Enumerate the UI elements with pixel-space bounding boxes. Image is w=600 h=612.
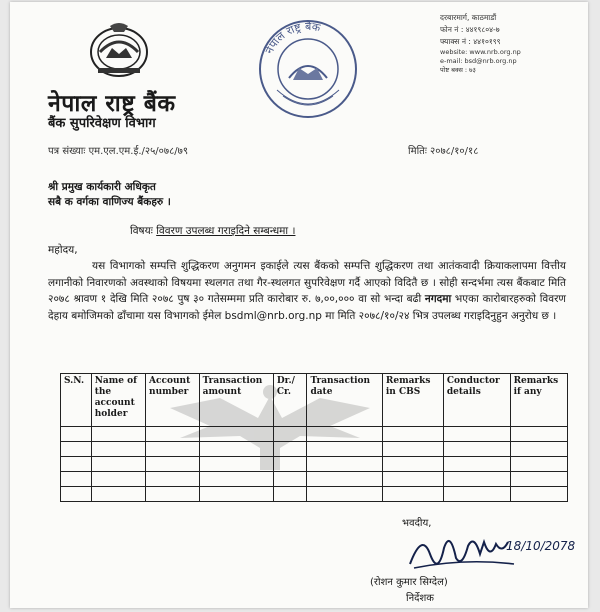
bank-name: नेपाल राष्ट्र बैंक <box>48 91 176 117</box>
table-cell <box>199 442 273 457</box>
table-cell <box>91 457 145 472</box>
salutation: महोदय, <box>48 244 78 256</box>
signer-name: (रोशन कुमार सिग्देल) <box>370 577 448 588</box>
email: e-mail: bsd@nrb.org.np <box>440 57 517 65</box>
table-cell <box>510 487 567 502</box>
table-cell <box>91 442 145 457</box>
handwritten-signature <box>404 524 576 576</box>
website: website: www.nrb.org.np <box>440 48 521 56</box>
table-cell <box>146 487 200 502</box>
column-header: Remarks if any <box>510 374 567 427</box>
table-cell <box>443 472 510 487</box>
table-cell <box>443 457 510 472</box>
subject-label: विषयः <box>130 225 153 237</box>
body-part-2: भएका कारोबारहरुको विवरण देहाय बमोजिमको ढाँचामा यस विभागको ईमेल bsdml@nrb.org.np मा मिति २०७८/१०/२४ भित्र उपलब्ध गराइदिनुहुन अनुरोध छ । <box>48 293 566 322</box>
table-cell <box>382 427 443 442</box>
reference-number: पत्र संख्याः एम.एल.एम.ई./२५/०७८/७९ <box>48 146 189 157</box>
table-cell <box>146 457 200 472</box>
column-header: S.N. <box>61 374 92 427</box>
table-cell <box>443 427 510 442</box>
table-cell <box>273 487 307 502</box>
table-cell <box>307 427 382 442</box>
table-body <box>61 427 568 502</box>
table-cell <box>273 457 307 472</box>
table-cell <box>91 427 145 442</box>
subject-line <box>130 224 295 238</box>
table-cell <box>443 487 510 502</box>
body-bold: नगदमा <box>424 293 452 305</box>
bank-seal-stamp <box>255 18 361 120</box>
nrb-logo-icon <box>86 18 152 80</box>
signature-date-note: 18/10/2078 <box>506 539 576 553</box>
table-cell <box>382 472 443 487</box>
table-cell <box>61 487 92 502</box>
column-header: Conductor details <box>443 374 510 427</box>
table-cell <box>307 487 382 502</box>
column-header: Remarks in CBS <box>382 374 443 427</box>
signer-title: निर्देशक <box>406 593 434 604</box>
svg-text:नेपाल राष्ट्र बैंक: नेपाल राष्ट्र बैंक <box>262 19 322 56</box>
column-header: Transaction amount <box>199 374 273 427</box>
table-header-row <box>61 374 568 427</box>
letter-page <box>10 2 588 608</box>
table-cell <box>510 472 567 487</box>
column-header: Transaction date <box>307 374 382 427</box>
table-row <box>61 487 568 502</box>
table-cell <box>382 487 443 502</box>
letter-date: मितिः २०७८/१०/१८ <box>408 146 479 157</box>
po-box: पोष्ट बक्स : ७३ <box>440 66 476 74</box>
table-cell <box>146 442 200 457</box>
table-cell <box>443 442 510 457</box>
table-cell <box>382 457 443 472</box>
table-cell <box>307 457 382 472</box>
address: दरबारमार्ग, काठमाडौं <box>440 13 497 22</box>
table-cell <box>61 472 92 487</box>
table-cell <box>61 427 92 442</box>
letter-body <box>48 258 566 324</box>
recipient-line-2: सबै क वर्गका वाणिज्य बैंकहरु । <box>48 196 171 208</box>
body-part-1: यस विभागको सम्पत्ति शुद्धिकरण अनुगमन इकाईले त्यस बैंकको सम्पत्ति शुद्धिकरण तथा आतंकवादी क्रियाकलापमा वित्तीय लगानीको निवारणको अवस्थाको विषयमा स्थलगत तथा गैर-स्थलगत सुपरिवेक्षण गर्दै आएको विदितै छ । सोही सन्दर्भमा त्यस बैंकबाट मिति २०७८ श्रावण १ देखि मिति २०७८ पुष ३० गतेसम्ममा प्रति कारोबार रु. ७,००,००० वा सो भन्दा बढी <box>48 260 566 305</box>
table-cell <box>199 427 273 442</box>
table-cell <box>91 472 145 487</box>
table-cell <box>510 442 567 457</box>
column-header: Dr./ Cr. <box>273 374 307 427</box>
table-cell <box>273 472 307 487</box>
table-cell <box>61 442 92 457</box>
table-cell <box>146 472 200 487</box>
table-cell <box>199 472 273 487</box>
transaction-table <box>60 373 568 502</box>
column-header: Name of the account holder <box>91 374 145 427</box>
table-row <box>61 472 568 487</box>
table-cell <box>510 427 567 442</box>
table-cell <box>307 472 382 487</box>
table-cell <box>273 442 307 457</box>
table-cell <box>307 442 382 457</box>
table-cell <box>199 457 273 472</box>
subject-text: विवरण उपलब्ध गराइदिने सम्बन्धमा । <box>156 225 296 237</box>
fax: फ्याक्स नं : ४४१०१९९ <box>440 37 501 46</box>
table-row <box>61 427 568 442</box>
table-cell <box>382 442 443 457</box>
table-cell <box>510 457 567 472</box>
table-cell <box>273 427 307 442</box>
closing: भवदीय, <box>402 518 432 529</box>
table-cell <box>146 427 200 442</box>
table-cell <box>199 487 273 502</box>
table-row <box>61 442 568 457</box>
column-header: Account number <box>146 374 200 427</box>
table-cell <box>91 487 145 502</box>
phone: फोन नं : ४४१९८०४-७ <box>440 25 500 34</box>
recipient-line-1: श्री प्रमुख कार्यकारी अधिकृत <box>48 181 156 193</box>
department-name: बैंक सुपरिवेक्षण विभाग <box>48 116 156 131</box>
contact-block <box>440 12 521 75</box>
table-row <box>61 457 568 472</box>
table-cell <box>61 457 92 472</box>
